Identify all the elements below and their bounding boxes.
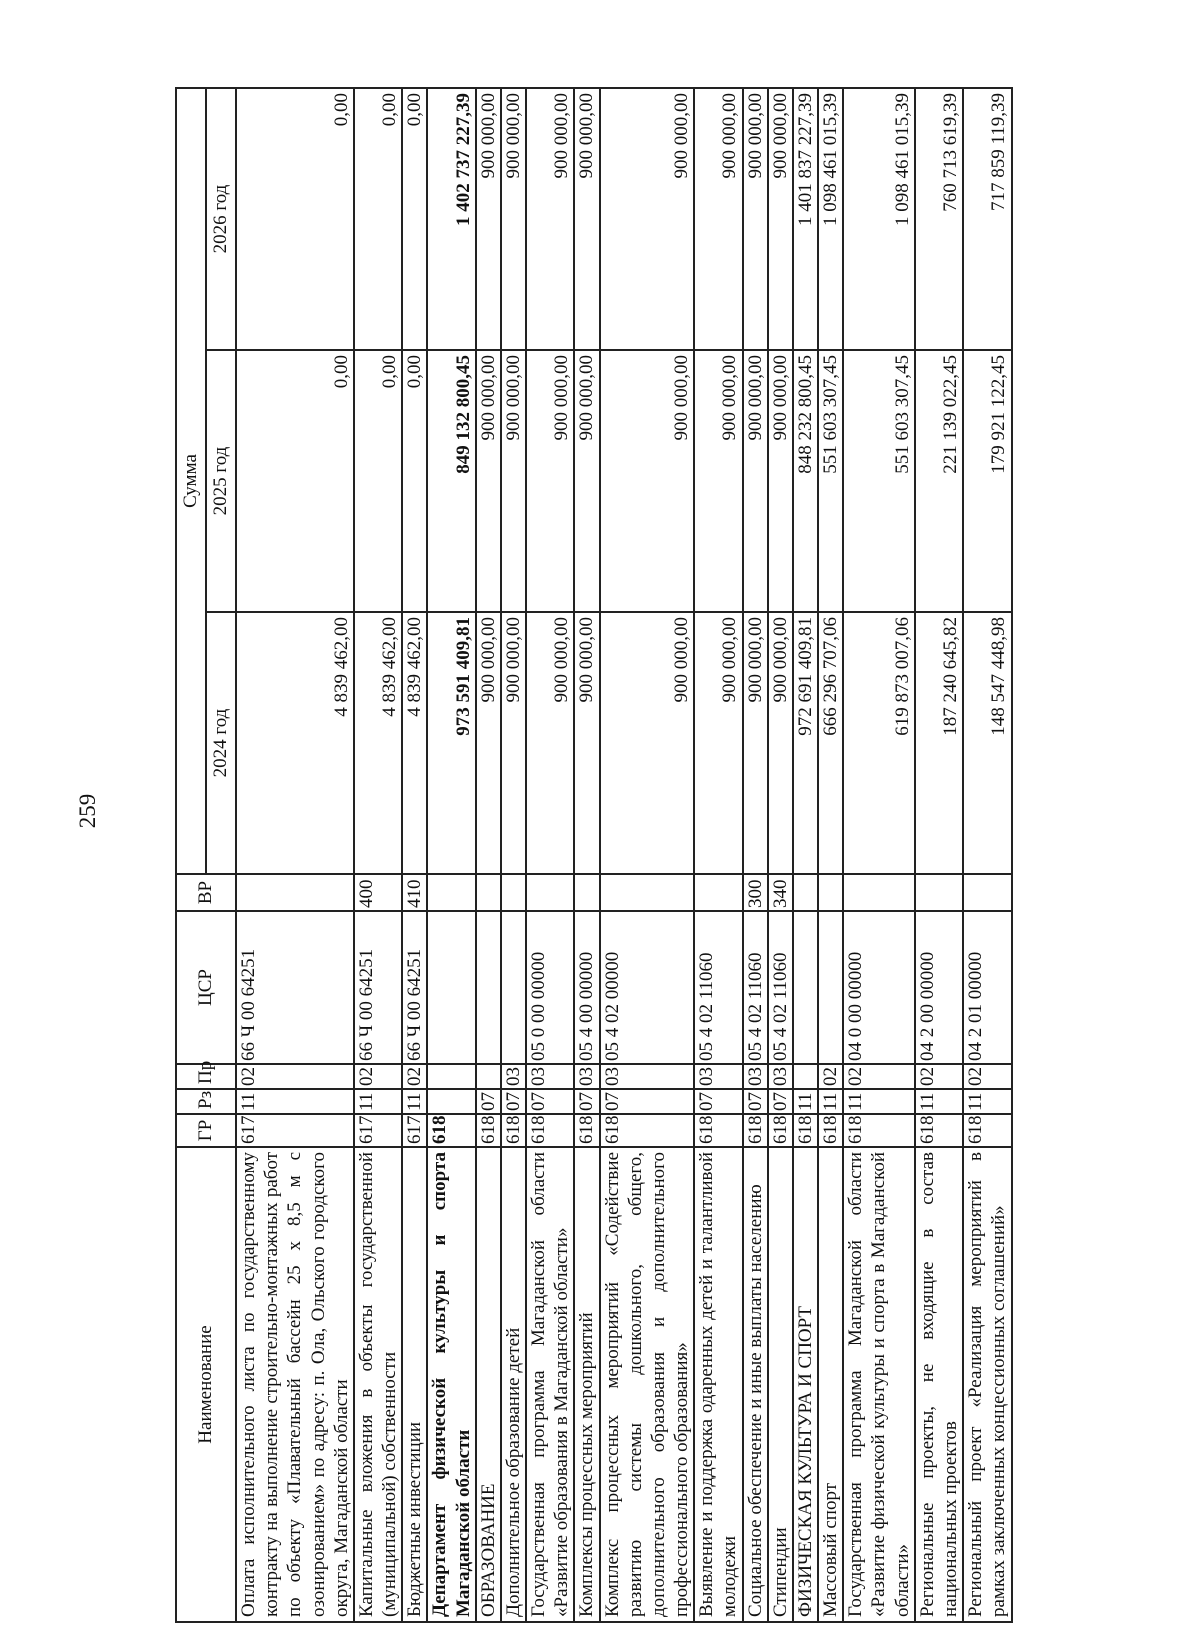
cell-2025: 179 921 122,45 xyxy=(963,350,1011,612)
cell-vr xyxy=(427,874,475,911)
cell-name: Капитальные вложения в объекты государственной (муниципальной) собственности xyxy=(354,1147,402,1622)
cell-2026: 900 000,00 xyxy=(600,88,695,350)
cell-vr: 300 xyxy=(743,874,768,911)
cell-rz: 11 xyxy=(963,1089,1011,1114)
rotated-page xyxy=(175,88,1195,1623)
table-row xyxy=(818,88,843,1622)
cell-vr xyxy=(600,874,695,911)
cell-rz: 11 xyxy=(402,1089,427,1114)
cell-2026: 1 401 837 227,39 xyxy=(793,88,818,350)
cell-pr: 03 xyxy=(501,1064,526,1089)
cell-2026: 900 000,00 xyxy=(574,88,599,350)
cell-2025: 551 603 307,45 xyxy=(818,350,843,612)
cell-rz: 11 xyxy=(915,1089,963,1114)
cell-2025: 848 232 800,45 xyxy=(793,350,818,612)
cell-2026: 0,00 xyxy=(402,88,427,350)
cell-2026: 1 402 737 227,39 xyxy=(427,88,475,350)
cell-rz: 07 xyxy=(526,1089,574,1114)
cell-gr: 618 xyxy=(915,1114,963,1147)
cell-2026: 760 713 619,39 xyxy=(915,88,963,350)
cell-rz: 07 xyxy=(574,1089,599,1114)
cell-2026: 900 000,00 xyxy=(476,88,501,350)
cell-pr: 03 xyxy=(600,1064,695,1089)
cell-2026: 900 000,00 xyxy=(768,88,793,350)
cell-gr: 618 xyxy=(743,1114,768,1147)
cell-2026: 717 859 119,39 xyxy=(963,88,1011,350)
cell-csr xyxy=(476,911,501,1064)
cell-2024: 900 000,00 xyxy=(694,612,742,874)
header-csr: ЦСР xyxy=(176,911,236,1064)
cell-csr xyxy=(818,911,843,1064)
cell-2025: 900 000,00 xyxy=(476,350,501,612)
cell-2024: 4 839 462,00 xyxy=(402,612,427,874)
table-row xyxy=(843,88,915,1622)
cell-name: Оплата исполнительного листа по государственному контракту на выполнение строительно-монтажных работ по объекту «Плавательный бассейн 25 х 8,5 м с озонированием» по адресу: п. Ола, Ольского городского округа, Магаданской области xyxy=(236,1147,354,1622)
table-row xyxy=(402,88,427,1622)
cell-csr: 04 2 01 00000 xyxy=(963,911,1011,1064)
cell-gr: 618 xyxy=(476,1114,501,1147)
cell-csr: 05 0 00 00000 xyxy=(526,911,574,1064)
cell-gr: 617 xyxy=(236,1114,354,1147)
cell-2025: 0,00 xyxy=(236,350,354,612)
cell-2026: 900 000,00 xyxy=(501,88,526,350)
cell-2024: 4 839 462,00 xyxy=(236,612,354,874)
cell-rz: 11 xyxy=(818,1089,843,1114)
header-2026: 2026 год xyxy=(206,88,236,350)
cell-pr: 02 xyxy=(354,1064,402,1089)
cell-name: Комплекс процессных мероприятий «Содействие развитию системы дошкольного, общего, дополнительного образования и дополнительного профессионального образования» xyxy=(600,1147,695,1622)
table-row xyxy=(526,88,574,1622)
cell-2025: 900 000,00 xyxy=(526,350,574,612)
header-pr: Пр xyxy=(176,1064,236,1089)
table-row xyxy=(743,88,768,1622)
cell-pr: 03 xyxy=(526,1064,574,1089)
cell-gr: 618 xyxy=(427,1114,475,1147)
cell-2026: 900 000,00 xyxy=(743,88,768,350)
cell-2024: 619 873 007,06 xyxy=(843,612,915,874)
cell-2025: 221 139 022,45 xyxy=(915,350,963,612)
cell-vr xyxy=(501,874,526,911)
cell-2024: 666 296 707,06 xyxy=(818,612,843,874)
budget-table xyxy=(175,87,1013,1623)
cell-pr: 02 xyxy=(402,1064,427,1089)
cell-2025: 900 000,00 xyxy=(501,350,526,612)
cell-gr: 618 xyxy=(501,1114,526,1147)
cell-vr xyxy=(694,874,742,911)
cell-gr: 618 xyxy=(818,1114,843,1147)
cell-pr: 02 xyxy=(843,1064,915,1089)
cell-name: Социальное обеспечение и иные выплаты населению xyxy=(743,1147,768,1622)
cell-gr: 617 xyxy=(354,1114,402,1147)
cell-pr xyxy=(793,1064,818,1089)
cell-rz: 07 xyxy=(476,1089,501,1114)
cell-vr xyxy=(574,874,599,911)
table-row xyxy=(694,88,742,1622)
table-row xyxy=(963,88,1011,1622)
table-row xyxy=(915,88,963,1622)
header-2025: 2025 год xyxy=(206,350,236,612)
cell-csr: 05 4 02 11060 xyxy=(743,911,768,1064)
cell-2024: 900 000,00 xyxy=(768,612,793,874)
cell-2024: 900 000,00 xyxy=(476,612,501,874)
table-row xyxy=(793,88,818,1622)
cell-name: Выявление и поддержка одаренных детей и талантливой молодежи xyxy=(694,1147,742,1622)
cell-2024: 900 000,00 xyxy=(743,612,768,874)
cell-rz: 11 xyxy=(354,1089,402,1114)
cell-csr: 05 4 02 11060 xyxy=(694,911,742,1064)
cell-pr xyxy=(476,1064,501,1089)
header-sum: Сумма xyxy=(176,88,206,874)
cell-csr xyxy=(427,911,475,1064)
cell-2024: 187 240 645,82 xyxy=(915,612,963,874)
table-row xyxy=(427,88,475,1622)
cell-2024: 973 591 409,81 xyxy=(427,612,475,874)
header-name: Наименование xyxy=(176,1147,236,1622)
cell-2026: 0,00 xyxy=(236,88,354,350)
cell-name: Государственная программа Магаданской области «Развитие образования в Магаданской области» xyxy=(526,1147,574,1622)
cell-gr: 618 xyxy=(694,1114,742,1147)
cell-2024: 972 691 409,81 xyxy=(793,612,818,874)
header-rz: Рз xyxy=(176,1089,236,1114)
cell-pr xyxy=(427,1064,475,1089)
cell-rz xyxy=(427,1089,475,1114)
cell-csr xyxy=(501,911,526,1064)
cell-name: ОБРАЗОВАНИЕ xyxy=(476,1147,501,1622)
cell-name: Региональный проект «Реализация мероприятий в рамках заключенных концессионных соглашений» xyxy=(963,1147,1011,1622)
cell-csr xyxy=(793,911,818,1064)
cell-rz: 11 xyxy=(793,1089,818,1114)
cell-rz: 07 xyxy=(743,1089,768,1114)
cell-2025: 900 000,00 xyxy=(600,350,695,612)
header-2024: 2024 год xyxy=(206,612,236,874)
cell-vr xyxy=(476,874,501,911)
cell-gr: 618 xyxy=(793,1114,818,1147)
cell-vr xyxy=(963,874,1011,911)
cell-name: Дополнительное образование детей xyxy=(501,1147,526,1622)
cell-2024: 900 000,00 xyxy=(600,612,695,874)
cell-gr: 618 xyxy=(768,1114,793,1147)
table-body xyxy=(236,88,1012,1622)
cell-2026: 1 098 461 015,39 xyxy=(818,88,843,350)
cell-2024: 148 547 448,98 xyxy=(963,612,1011,874)
cell-pr: 02 xyxy=(236,1064,354,1089)
cell-2025: 0,00 xyxy=(354,350,402,612)
table-row xyxy=(354,88,402,1622)
cell-csr: 04 2 00 00000 xyxy=(915,911,963,1064)
cell-gr: 618 xyxy=(843,1114,915,1147)
header-vr: ВР xyxy=(176,874,236,911)
cell-rz: 07 xyxy=(600,1089,695,1114)
cell-name: Бюджетные инвестиции xyxy=(402,1147,427,1622)
cell-name: Массовый спорт xyxy=(818,1147,843,1622)
cell-rz: 11 xyxy=(843,1089,915,1114)
cell-rz: 11 xyxy=(236,1089,354,1114)
cell-2025: 900 000,00 xyxy=(743,350,768,612)
cell-csr: 04 0 00 00000 xyxy=(843,911,915,1064)
cell-pr: 02 xyxy=(915,1064,963,1089)
cell-vr xyxy=(526,874,574,911)
cell-name: Государственная программа Магаданской области «Развитие физической культуры и спорта в Магаданской области» xyxy=(843,1147,915,1622)
cell-2026: 1 098 461 015,39 xyxy=(843,88,915,350)
cell-2024: 900 000,00 xyxy=(501,612,526,874)
cell-gr: 618 xyxy=(600,1114,695,1147)
cell-2026: 0,00 xyxy=(354,88,402,350)
cell-vr xyxy=(915,874,963,911)
table-row xyxy=(501,88,526,1622)
cell-2026: 900 000,00 xyxy=(694,88,742,350)
cell-csr: 66 Ч 00 64251 xyxy=(236,911,354,1064)
cell-vr xyxy=(793,874,818,911)
cell-name: Стипендии xyxy=(768,1147,793,1622)
cell-2024: 900 000,00 xyxy=(574,612,599,874)
table-row xyxy=(476,88,501,1622)
cell-csr: 05 4 00 00000 xyxy=(574,911,599,1064)
cell-name: Региональные проекты, не входящие в состав национальных проектов xyxy=(915,1147,963,1622)
cell-csr: 66 Ч 00 64251 xyxy=(354,911,402,1064)
cell-pr: 03 xyxy=(574,1064,599,1089)
cell-vr xyxy=(843,874,915,911)
cell-vr: 400 xyxy=(354,874,402,911)
cell-rz: 07 xyxy=(768,1089,793,1114)
cell-name: ФИЗИЧЕСКАЯ КУЛЬТУРА И СПОРТ xyxy=(793,1147,818,1622)
cell-2024: 900 000,00 xyxy=(526,612,574,874)
cell-2025: 0,00 xyxy=(402,350,427,612)
cell-csr: 05 4 02 00000 xyxy=(600,911,695,1064)
cell-csr: 66 Ч 00 64251 xyxy=(402,911,427,1064)
cell-2025: 900 000,00 xyxy=(694,350,742,612)
cell-name: Департамент физической культуры и спорта Магаданской области xyxy=(427,1147,475,1622)
cell-csr: 05 4 02 11060 xyxy=(768,911,793,1064)
header-gr: ГР xyxy=(176,1114,236,1147)
table-row xyxy=(236,88,354,1622)
cell-gr: 618 xyxy=(963,1114,1011,1147)
cell-pr: 03 xyxy=(768,1064,793,1089)
cell-2024: 4 839 462,00 xyxy=(354,612,402,874)
cell-rz: 07 xyxy=(694,1089,742,1114)
cell-vr: 340 xyxy=(768,874,793,911)
cell-gr: 617 xyxy=(402,1114,427,1147)
cell-rz: 07 xyxy=(501,1089,526,1114)
cell-name: Комплексы процессных мероприятий xyxy=(574,1147,599,1622)
cell-pr: 02 xyxy=(963,1064,1011,1089)
cell-vr xyxy=(236,874,354,911)
table-row xyxy=(574,88,599,1622)
table-row xyxy=(600,88,695,1622)
cell-pr: 02 xyxy=(818,1064,843,1089)
cell-gr: 618 xyxy=(526,1114,574,1147)
cell-gr: 618 xyxy=(574,1114,599,1147)
cell-2025: 551 603 307,45 xyxy=(843,350,915,612)
cell-pr: 03 xyxy=(743,1064,768,1089)
cell-vr xyxy=(818,874,843,911)
cell-pr: 03 xyxy=(694,1064,742,1089)
cell-2025: 900 000,00 xyxy=(574,350,599,612)
table-row xyxy=(768,88,793,1622)
cell-2026: 900 000,00 xyxy=(526,88,574,350)
cell-vr: 410 xyxy=(402,874,427,911)
cell-2025: 900 000,00 xyxy=(768,350,793,612)
page-number: 259 xyxy=(75,793,100,829)
cell-2025: 849 132 800,45 xyxy=(427,350,475,612)
